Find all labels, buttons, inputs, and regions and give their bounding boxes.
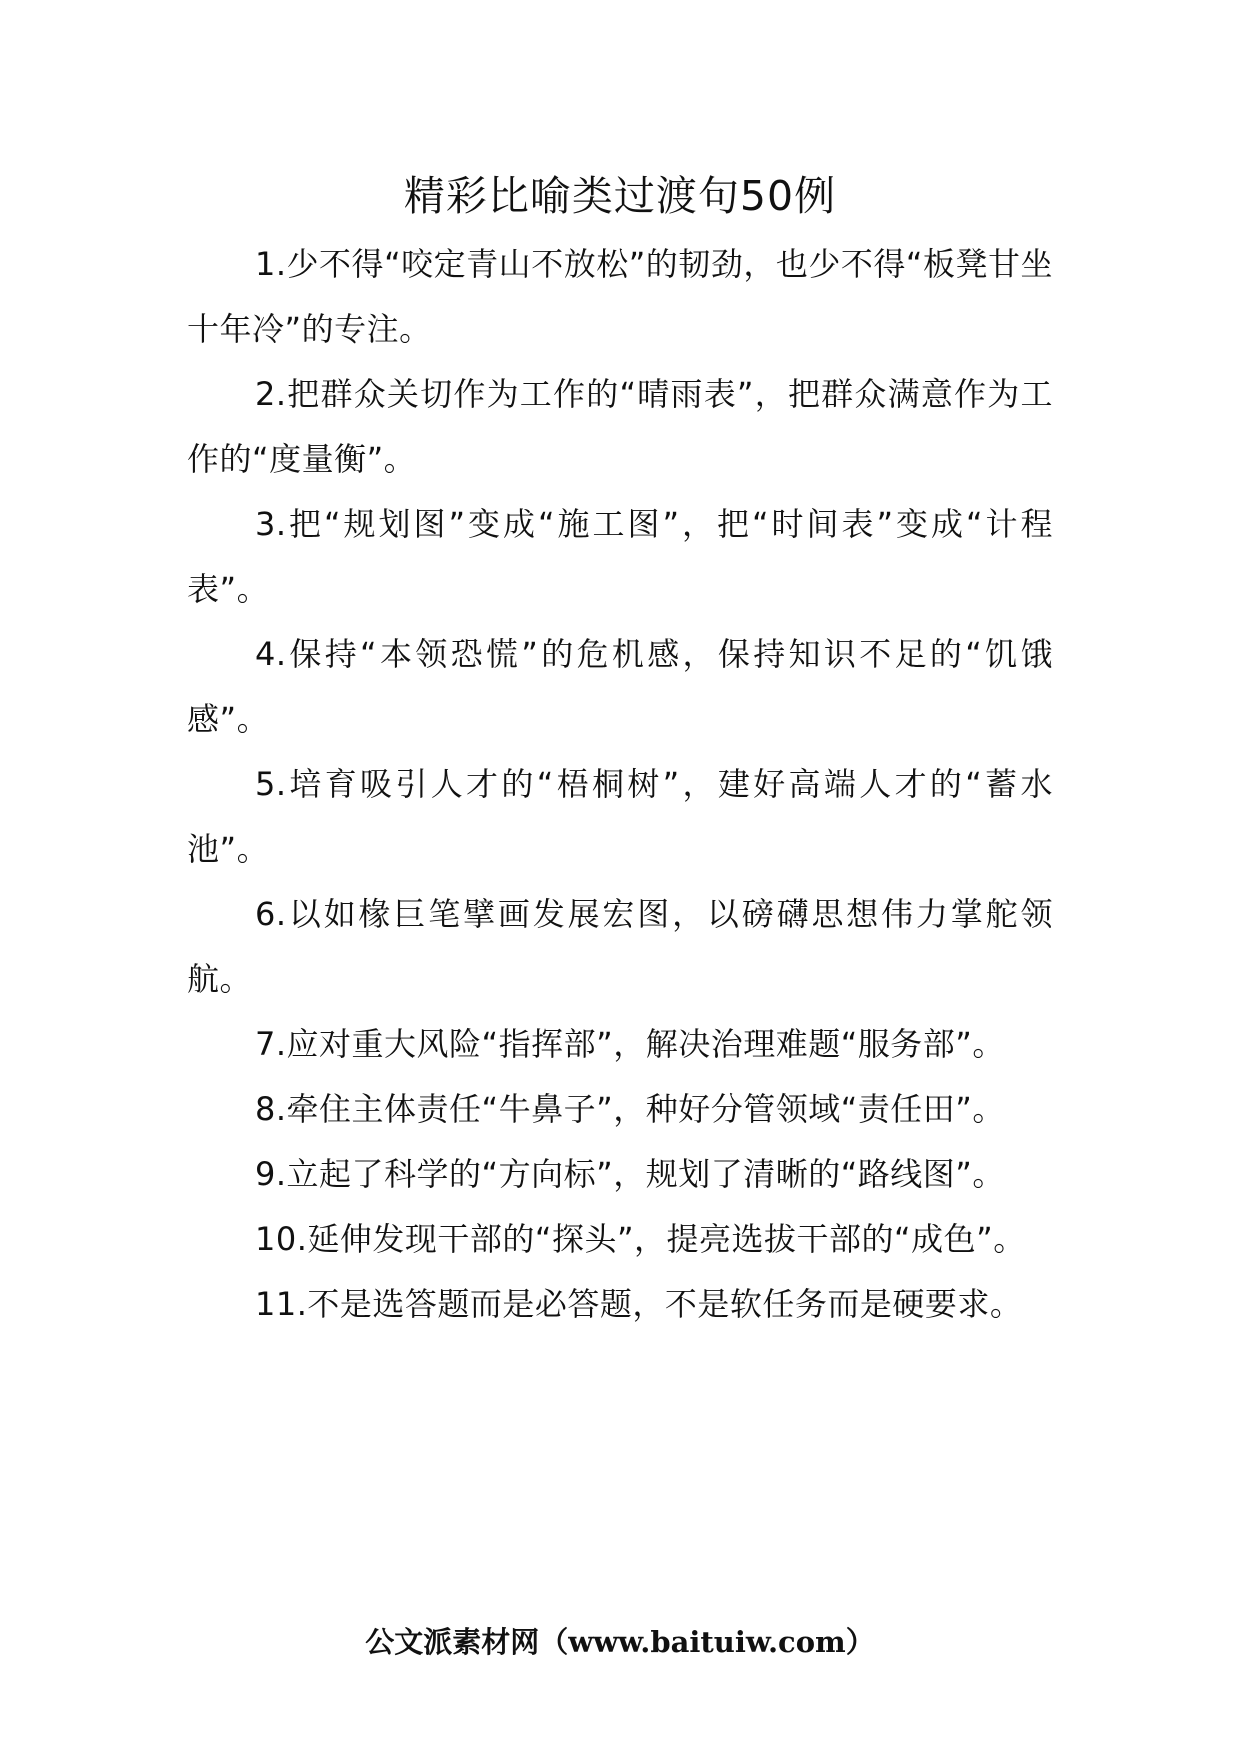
- document-body: [187, 232, 1053, 1337]
- paragraph-1: 1.少不得“咬定青山不放松”的韧劲，也少不得“板凳甘坐十年冷”的专注。: [187, 245, 1053, 348]
- paragraph-11: 11.不是选答题而是必答题，不是软任务而是硬要求。: [255, 1285, 1023, 1323]
- paragraph-5: 5.培育吸引人才的“梧桐树”，建好高端人才的“蓄水池”。: [187, 765, 1053, 868]
- paragraph-4: 4.保持“本领恐慌”的危机感，保持知识不足的“饥饿感”。: [187, 635, 1053, 738]
- paragraph-7: 7.应对重大风险“指挥部”，解决治理难题“服务部”。: [255, 1025, 1005, 1063]
- paragraph-9: 9.立起了科学的“方向标”，规划了清晰的“路线图”。: [255, 1155, 1005, 1193]
- document-title: 精彩比喻类过渡句50例: [403, 172, 837, 220]
- paragraph-3: 3.把“规划图”变成“施工图”，把“时间表”变成“计程表”。: [187, 505, 1053, 608]
- paragraph-2: 2.把群众关切作为工作的“晴雨表”，把群众满意作为工作的“度量衡”。: [187, 375, 1053, 478]
- footer-source: 公文派素材网（www.baituiw.com）: [365, 1625, 875, 1659]
- paragraph-10: 10.延伸发现干部的“探头”，提亮选拔干部的“成色”。: [255, 1220, 1026, 1258]
- paragraph-8: 8.牵住主体责任“牛鼻子”，种好分管领域“责任田”。: [255, 1090, 1005, 1128]
- paragraph-6: 6.以如椽巨笔擘画发展宏图，以磅礴思想伟力掌舵领航。: [187, 895, 1053, 998]
